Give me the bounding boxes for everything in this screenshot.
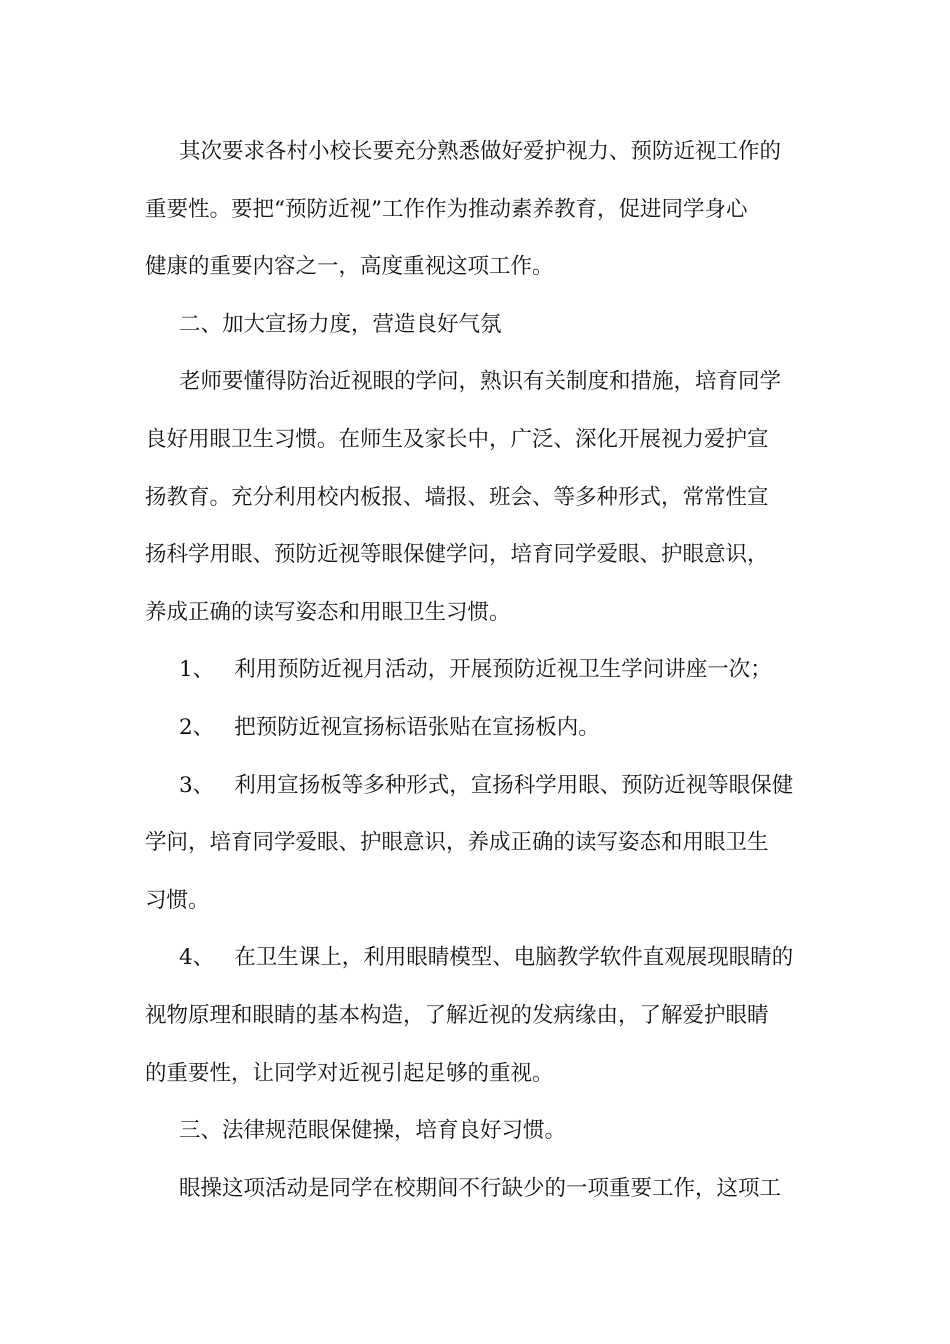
- list-item-2: [145, 699, 807, 757]
- section-heading-publicity: [145, 296, 807, 354]
- text-line: [145, 641, 807, 699]
- list-text: 把预防近视宣扬标语张贴在宣扬板内。: [234, 714, 600, 740]
- paragraph-importance: [145, 123, 807, 296]
- list-number: 4、: [179, 945, 215, 971]
- paragraph-eye-exercises: [145, 1160, 807, 1218]
- text-line: 老师要懂得防治近视眼的学问，熟识有关制度和措施，培育同学: [179, 369, 782, 395]
- document-body: [145, 123, 807, 1217]
- text-line: 扬科学用眼、预防近视等眼保健学问，培育同学爱眼、护眼意识，: [145, 542, 769, 568]
- text-line: [145, 757, 807, 815]
- text-line: 养成正确的读写姿态和用眼卫生习惯。: [145, 599, 511, 625]
- list-number: 3、: [179, 772, 215, 798]
- list-text: 在卫生课上，利用眼睛模型、电脑教学软件直观展现眼睛的: [234, 945, 794, 971]
- text-line: 视物原理和眼睛的基本构造，了解近视的发病缘由，了解爱护眼睛: [145, 1002, 769, 1028]
- text-line: 三、法律规范眼保健操，培育良好习惯。: [179, 1118, 567, 1144]
- section-heading-eye-exercises: [145, 1102, 807, 1160]
- text-line: 习惯。: [145, 887, 210, 913]
- text-line: 健康的重要内容之一，高度重视这项工作。: [145, 254, 554, 280]
- paragraph-teachers: [145, 353, 807, 641]
- list-text: 利用宣扬板等多种形式，宣扬科学用眼、预防近视等眼保健: [234, 772, 794, 798]
- text-line: 良好用眼卫生习惯。在师生及家长中，广泛、深化开展视力爱护宣: [145, 426, 769, 452]
- list-number: 1、: [179, 657, 215, 683]
- list-text: 利用预防近视月活动，开展预防近视卫生学问讲座一次；: [234, 657, 772, 683]
- list-item-1: [145, 641, 807, 699]
- text-line: 扬教育。充分利用校内板报、墙报、班会、等多种形式，常常性宣: [145, 484, 769, 510]
- text-line: 二、加大宣扬力度，营造良好气氛: [179, 311, 502, 337]
- list-item-4: [145, 929, 807, 1102]
- list-item-3: [145, 757, 807, 930]
- list-number: 2、: [179, 714, 215, 740]
- text-line: 眼操这项活动是同学在校期间不行缺少的一项重要工作，这项工: [179, 1175, 782, 1201]
- text-line: [145, 929, 807, 987]
- text-line: 学问，培育同学爱眼、护眼意识，养成正确的读写姿态和用眼卫生: [145, 830, 769, 856]
- text-line: [145, 699, 807, 757]
- text-line: 的重要性，让同学对近视引起足够的重视。: [145, 1060, 554, 1086]
- text-line: 重要性。要把“预防近视”工作作为推动素养教育，促进同学身心: [145, 196, 748, 222]
- text-line: 其次要求各村小校长要充分熟悉做好爱护视力、预防近视工作的: [179, 139, 782, 164]
